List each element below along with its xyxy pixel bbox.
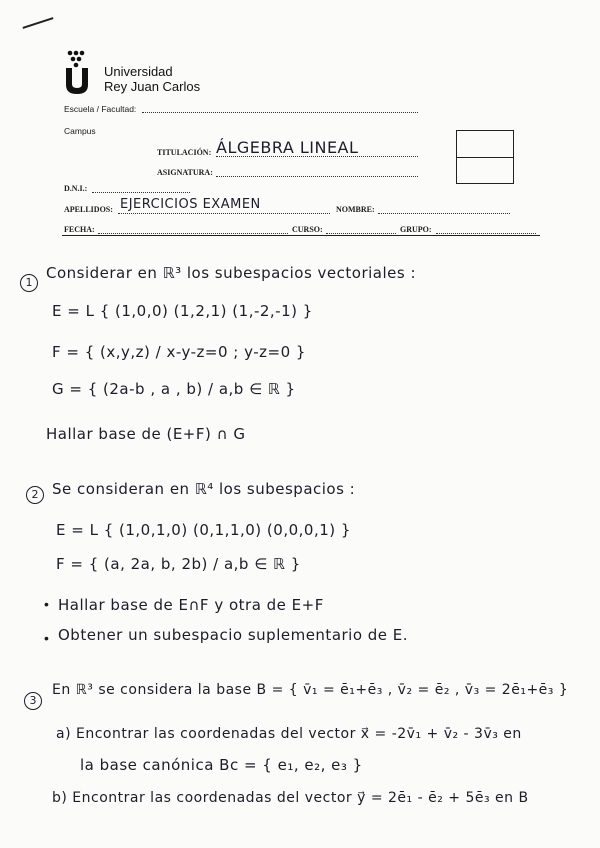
apellidos-label: APELLIDOS:: [64, 205, 113, 214]
exercise-number: 1: [20, 274, 38, 292]
exercise-text: la base canónica Bc = { e₁, e₂, e₃ }: [80, 756, 363, 774]
exercise-text: E = L { (1,0,1,0) (0,1,1,0) (0,0,0,1) }: [56, 521, 351, 539]
apellidos-value: EJERCICIOS EXAMEN: [120, 197, 261, 212]
exercise-text: Hallar base de E∩F y otra de E+F: [58, 596, 324, 614]
apellidos-field: [118, 213, 330, 214]
exercise-text: F = { (x,y,z) / x-y-z=0 ; y-z=0 }: [52, 343, 306, 361]
nombre-label: NOMBRE:: [336, 205, 375, 214]
curso-field: [326, 233, 396, 234]
exercise-text: En ℝ³ se considera la base B = { v̄₁ = ē₁+ē₃ , v̄₂ = ē₂ , v̄₃ = 2ē₁+ē₃ }: [52, 682, 569, 698]
exercise-text: a) Encontrar las coordenadas del vector x⃗ = -2v̄₁ + v̄₂ - 3v̄₃ en: [56, 726, 522, 742]
bullet-icon: •: [44, 630, 49, 646]
header-separator: [62, 235, 540, 236]
university-name: Universidad Rey Juan Carlos: [104, 64, 201, 94]
fecha-label: FECHA:: [64, 225, 95, 234]
exercise-text: G = { (2a-b , a , b) / a,b ∈ ℝ }: [52, 380, 296, 398]
dni-field: [92, 192, 190, 193]
exercise-text: Considerar en ℝ³ los subespacios vectoriales :: [46, 264, 417, 282]
exercise-number: 2: [26, 486, 44, 504]
dni-label: D.N.I.:: [64, 184, 88, 193]
exercise-text: Obtener un subespacio suplementario de E.: [58, 626, 409, 644]
exercise-text: F = { (a, 2a, b, 2b) / a,b ∈ ℝ }: [56, 555, 301, 573]
asignatura-label: ASIGNATURA:: [157, 168, 213, 177]
grupo-field: [436, 233, 536, 234]
grupo-label: GRUPO:: [400, 225, 432, 234]
fecha-field: [98, 233, 288, 234]
curso-label: CURSO:: [292, 225, 323, 234]
exercise-number: 3: [24, 692, 42, 710]
nombre-field: [378, 213, 510, 214]
asignatura-field: [216, 176, 418, 177]
campus-label: Campus: [64, 126, 96, 136]
escuela-field: [142, 112, 418, 113]
titulacion-value: ÁLGEBRA LINEAL: [216, 138, 359, 157]
exercise-text: b) Encontrar las coordenadas del vector y⃗ = 2ē₁ - ē₂ + 5ē₃ en B: [52, 790, 529, 806]
pen-stroke-mark: [22, 17, 53, 29]
exercise-text: Se consideran en ℝ⁴ los subespacios :: [52, 480, 356, 498]
titulacion-field: [216, 156, 418, 157]
university-logo-icon: [64, 48, 98, 94]
escuela-label: Escuela / Facultad:: [64, 104, 137, 114]
grade-box: [456, 130, 514, 184]
exercise-text: Hallar base de (E+F) ∩ G: [46, 425, 246, 443]
exercise-text: E = L { (1,0,0) (1,2,1) (1,-2,-1) }: [52, 302, 313, 320]
titulacion-label: TITULACIÓN:: [157, 148, 212, 157]
bullet-icon: •: [44, 596, 49, 612]
